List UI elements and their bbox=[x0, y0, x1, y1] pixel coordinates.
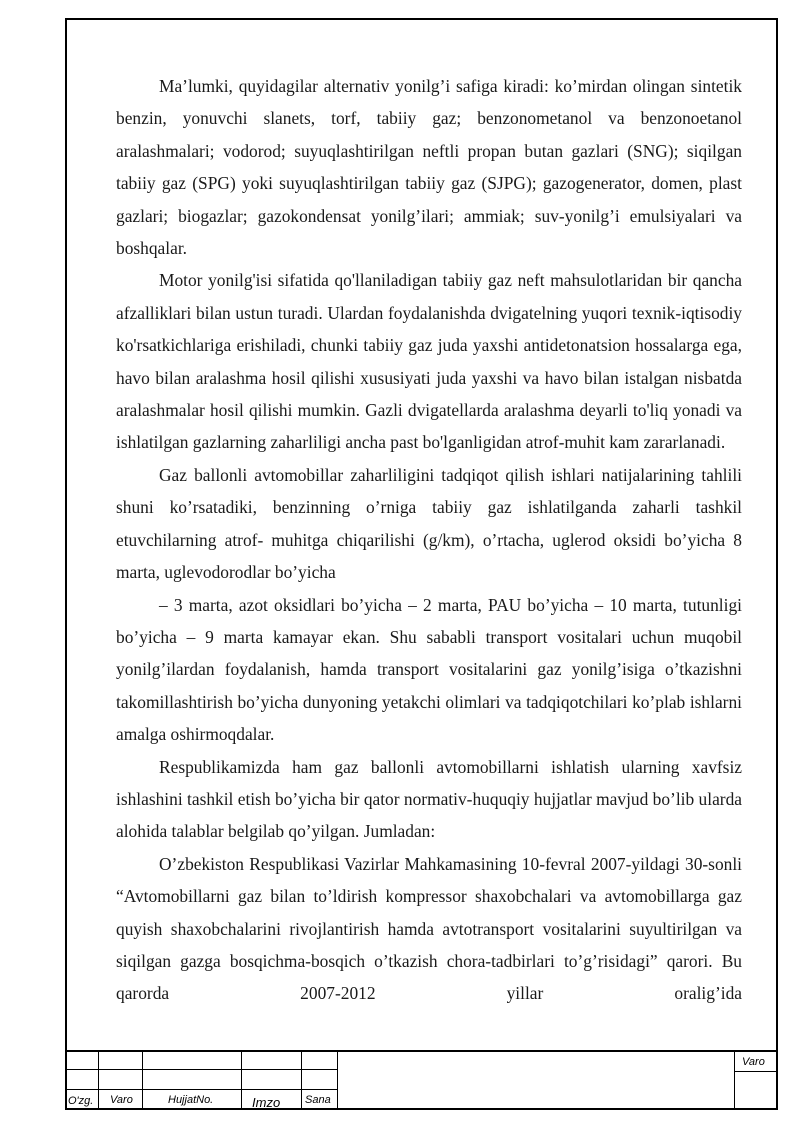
stamp-col-line bbox=[301, 1050, 302, 1110]
stamp-col-line bbox=[734, 1050, 735, 1110]
paragraph-5: Respublikamizda ham gaz ballonli avtomobillarni ishlatish ularning xavfsiz ishlashini tashkil etish bo’yicha bir qator normativ-huquqiy hujjatlar mavjud bo’lib ularda alohida talablar belgilab qo’yilgan. Jumladan: bbox=[116, 756, 742, 842]
title-block bbox=[65, 1050, 778, 1110]
paragraph-6: O’zbekiston Respublikasi Vazirlar Mahkamasining 10-fevral 2007-yildagi 30-sonli “Avtomobillarni gaz bilan to’ldirish kompressor shaxobchalari va avtomobillarga gaz quyish shaxobchalarini rivojlantirish hamda avtotransport vositalarini suyultirilgan va siqilgan gazga bosqichma-bosqich o’tkazish chora-tadbirlari to’g’risidagi” qarori. Bu qarorda 2007-2012 yillar oralig’ida bbox=[116, 853, 742, 1004]
stamp-row-line bbox=[65, 1069, 337, 1070]
stamp-label-sign: Imzo bbox=[252, 1095, 281, 1110]
paragraph-1: Ma’lumki, quyidagilar alternativ yonilg’i safiga kiradi: ko’mirdan olingan sintetik benzin, yonuvchi slanets, torf, tabiiy gaz; benzonometanol va benzonoetanol aralashmalari; vodorod; suyuqlashtirilgan neftli propan butan gazlari (SNG); siqilgan tabiiy gaz (SPG) yoki suyuqlashtirilgan tabiiy gaz (SJPG); gazogenerator, domen, plast gazlari; biogazlar; gazokondensat yonilg’ilari; ammiak; suv-yonilg’i emulsiyalari va boshqalar. bbox=[116, 76, 742, 259]
stamp-col-line bbox=[337, 1050, 338, 1110]
stamp-top-line bbox=[65, 1050, 778, 1052]
stamp-label-date: Sana bbox=[305, 1094, 331, 1106]
stamp-col-line bbox=[98, 1050, 99, 1110]
stamp-label-doc: HujjatNo. bbox=[168, 1094, 214, 1106]
stamp-label-izm: O'zg. bbox=[68, 1095, 94, 1107]
paragraph-4: – 3 marta, azot oksidlari bo’yicha – 2 marta, PAU bo’yicha – 10 marta, tutunligi bo’yicha – 9 marta kamayar ekan. Shu sababli transport vositalari uchun muqobil yonilg’ilardan foydalanish, hamda transport vositalarini gaz yonilg’isiga o’tkazishni takomillashtirish bo’yicha dunyoning yetakchi olimlari va tadqiqotchilari ko’plab ishlarni amalga oshirmoqdalar. bbox=[116, 594, 742, 745]
paragraph-3: Gaz ballonli avtomobillar zaharliligini tadqiqot qilish ishlari natijalarining tahlili shuni ko’rsatadiki, benzinning o’rniga tabiiy gaz ishlatilganda zaharli tashkil etuvchilarning atrof- muhitga chiqarilishi (g/km), o’rtacha, uglerod oksidi bo’yicha 8 marta, uglevodorodlar bo’yicha bbox=[116, 464, 742, 583]
stamp-col-line bbox=[241, 1050, 242, 1110]
paragraph-2: Motor yonilg'isi sifatida qo'llaniladigan tabiiy gaz neft mahsulotlaridan bir qancha afzalliklari bilan ustun turadi. Ulardan foydalanishda dvigatelning yuqori texnik-iqtisodiy ko'rsatkichlariga erishiladi, chunki tabiiy gaz juda yaxshi antidetonatsion hossalarga ega, havo bilan aralashma hosil qilishi xususiyati juda yaxshi va havo bilan istalgan nisbatda aralashmalar hosil qilishi mumkin. Gazli dvigatellarda aralashma deyarli to'liq yonadi va ishlatilgan gazlarning zaharliligi ancha past bo'lganligidan atrof-muhit kam zararlanadi. bbox=[116, 270, 742, 453]
stamp-sheet-line bbox=[734, 1071, 778, 1072]
stamp-row-line bbox=[65, 1089, 337, 1090]
stamp-label-sheet: Varo bbox=[742, 1056, 765, 1068]
stamp-col-line bbox=[142, 1050, 143, 1110]
document-body bbox=[116, 70, 742, 1010]
stamp-label-list: Varo bbox=[110, 1094, 133, 1106]
